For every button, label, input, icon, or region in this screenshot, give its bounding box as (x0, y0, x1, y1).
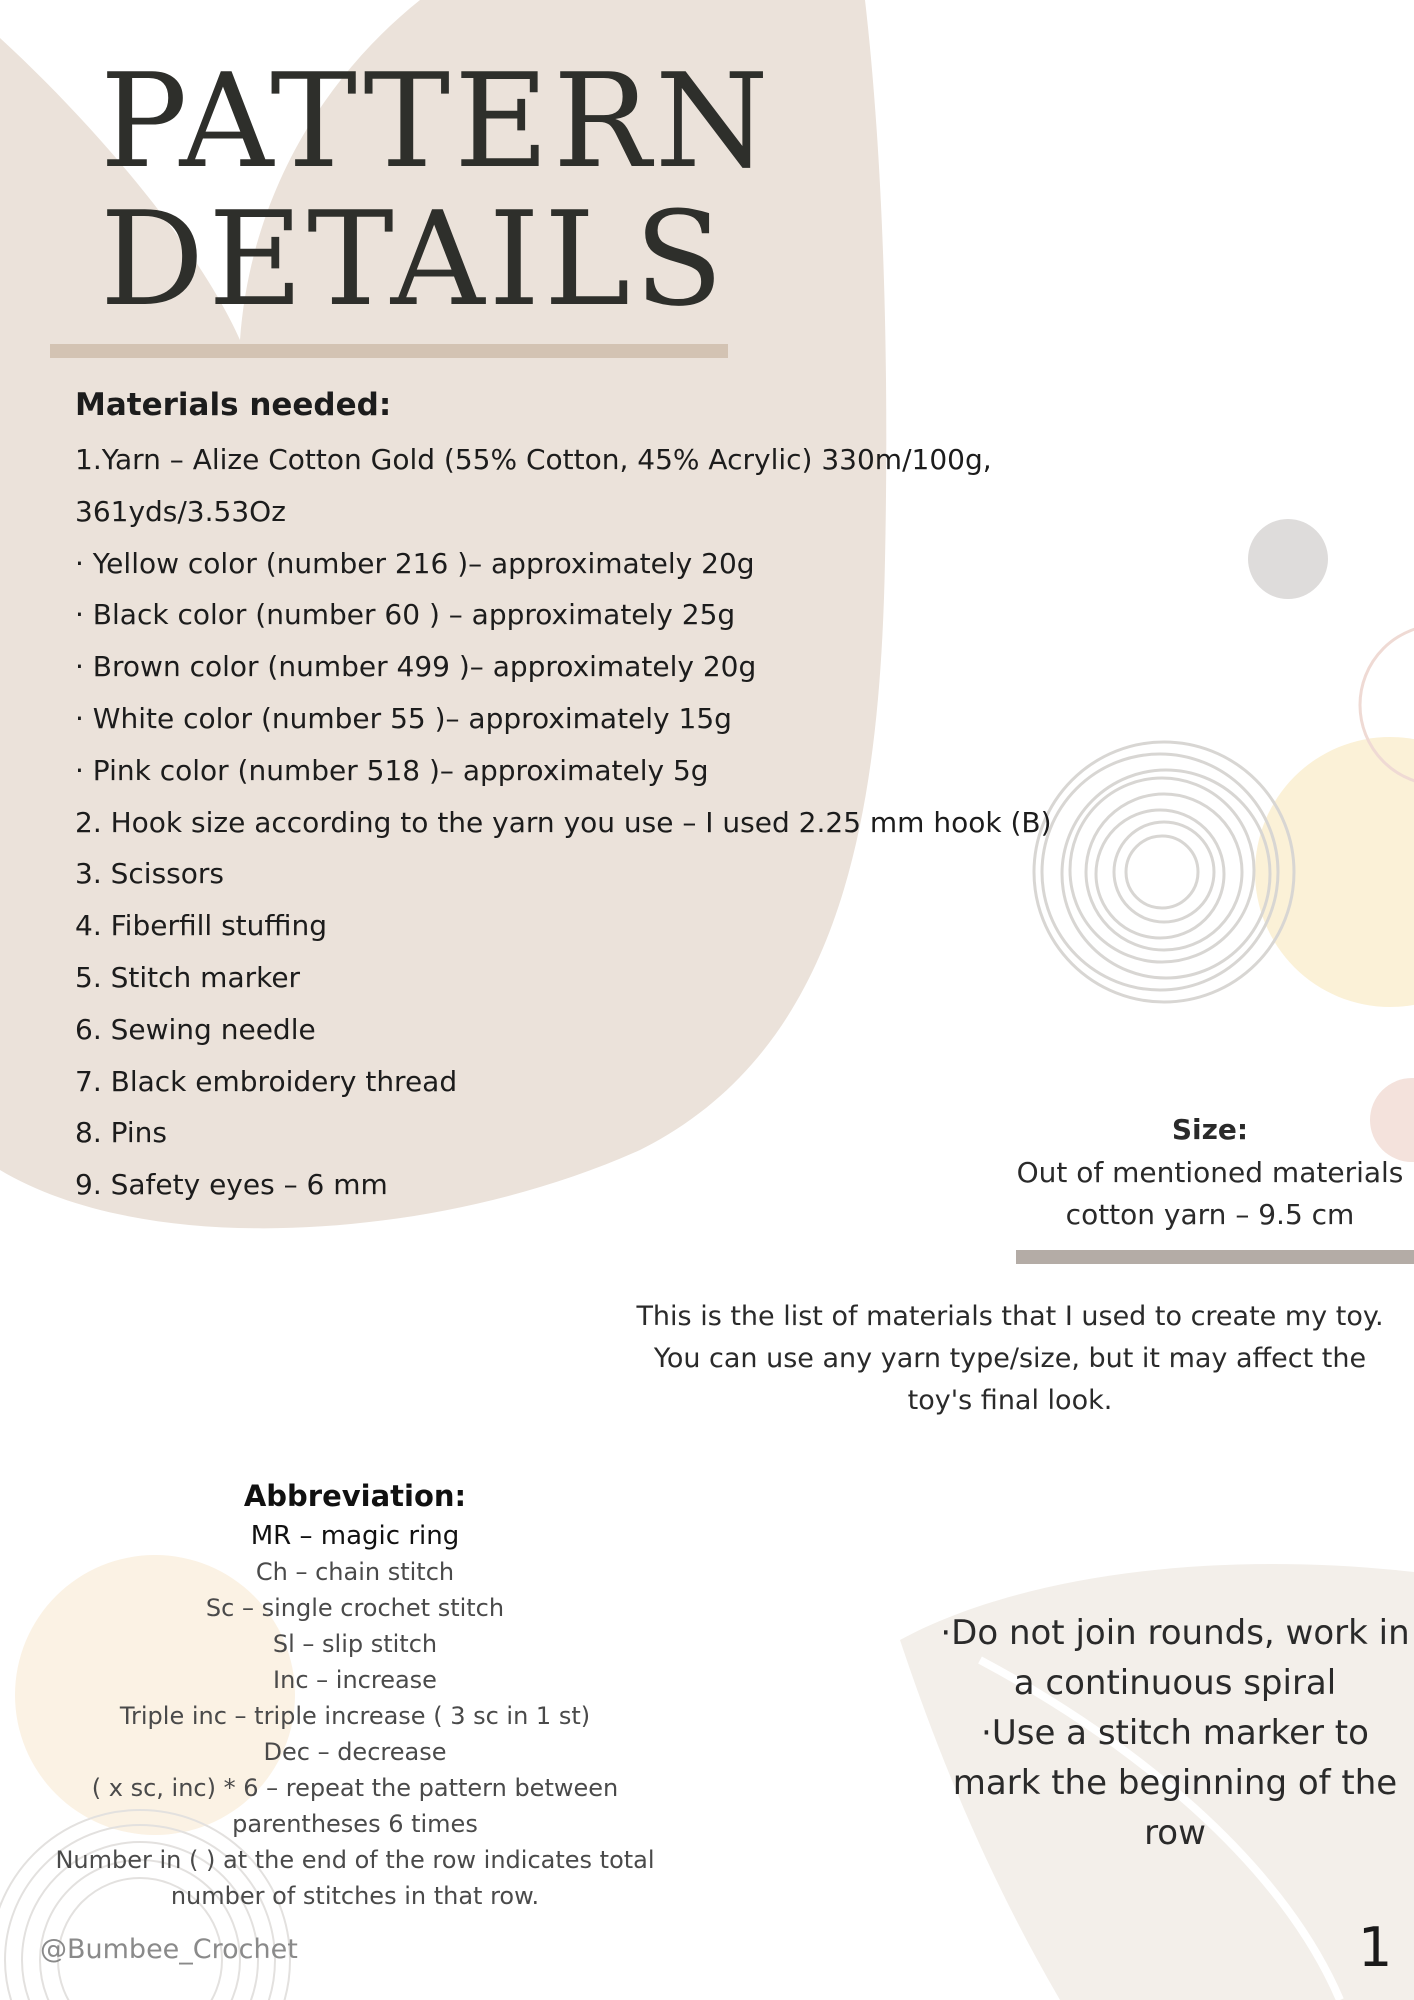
abbreviation-item: Ch – chain stitch (255, 1558, 455, 1586)
list-item: 6. Sewing needle (75, 1012, 316, 1046)
size-section (1000, 1108, 1414, 1236)
list-item: 4. Fiberfill stuffing (75, 909, 327, 943)
author-handle: @Bumbee_Crochet (40, 1934, 298, 1965)
tips-line: mark the beginning of the (952, 1763, 1398, 1803)
concentric-rings (1034, 742, 1294, 1002)
tips-line: row (1144, 1813, 1206, 1853)
list-item: · Black color (number 60 ) – approximately 25g (75, 598, 736, 632)
list-item: 1.Yarn – Alize Cotton Gold (55% Cotton, 45% Acrylic) 330m/100g, (75, 443, 992, 476)
size-heading: Size: (1171, 1113, 1249, 1146)
abbreviation-item: Sc – single crochet stitch (205, 1594, 505, 1622)
list-item: 8. Pins (75, 1116, 167, 1150)
list-item: · Yellow color (number 216 )– approximately 20g (75, 546, 755, 580)
size-divider-bar (1016, 1250, 1414, 1264)
list-item: · White color (number 55 )– approximately 15g (75, 701, 732, 735)
list-item: · Brown color (number 499 )– approximately 20g (75, 650, 757, 684)
list-item: 2. Hook size according to the yarn you use – I used 2.25 mm hook (B) (75, 805, 1052, 839)
list-item: 361yds/3.53Oz (75, 494, 286, 528)
tips-section (940, 1608, 1410, 1858)
abbreviation-item: Inc – increase (273, 1666, 437, 1694)
note-line-2: You can use any yarn type/size, but it may affect the (653, 1343, 1367, 1374)
tips-line: ·Use a stitch marker to (981, 1713, 1369, 1753)
abbreviation-first: MR – magic ring (250, 1521, 460, 1551)
list-item: · Pink color (number 518 )– approximately 5g (75, 753, 709, 787)
title-underline-bar (50, 344, 728, 358)
page-title (100, 45, 773, 335)
list-item: 7. Black embroidery thread (75, 1064, 458, 1098)
abbreviation-item: Triple inc – triple increase ( 3 sc in 1 st) (119, 1702, 591, 1730)
list-item: 3. Scissors (75, 857, 224, 891)
abbreviation-item: parentheses 6 times (232, 1810, 478, 1838)
abbreviation-item: Dec – decrease (263, 1738, 447, 1766)
title-line-2: DETAILS (100, 183, 728, 335)
abbreviation-section (30, 1474, 680, 1914)
size-line-2: cotton yarn – 9.5 cm (1065, 1198, 1355, 1231)
abbreviation-item: ( x sc, inc) * 6 – repeat the pattern between (91, 1774, 619, 1802)
tips-line: ·Do not join rounds, work in (940, 1613, 1410, 1653)
list-item: 9. Safety eyes – 6 mm (75, 1168, 388, 1202)
abbreviation-heading: Abbreviation: (243, 1479, 467, 1513)
materials-note (620, 1296, 1400, 1422)
materials-heading: Materials needed: (75, 387, 392, 423)
title-line-1: PATTERN (100, 45, 773, 197)
note-line-1: This is the list of materials that I used to create my toy. (636, 1301, 1384, 1332)
page-number: 1 (1358, 1916, 1393, 1979)
materials-list (75, 434, 1065, 1211)
materials-section (75, 380, 1065, 1211)
size-line-1: Out of mentioned materials (1016, 1156, 1404, 1189)
note-line-3: toy's final look. (907, 1385, 1113, 1416)
tips-line: a continuous spiral (1013, 1663, 1337, 1703)
abbreviation-item: number of stitches in that row. (170, 1882, 540, 1910)
list-item: 5. Stitch marker (75, 960, 301, 994)
grey-dot (1248, 519, 1328, 599)
abbreviation-item: Sl – slip stitch (272, 1630, 438, 1658)
abbreviation-item: Number in ( ) at the end of the row indicates total (55, 1846, 655, 1874)
